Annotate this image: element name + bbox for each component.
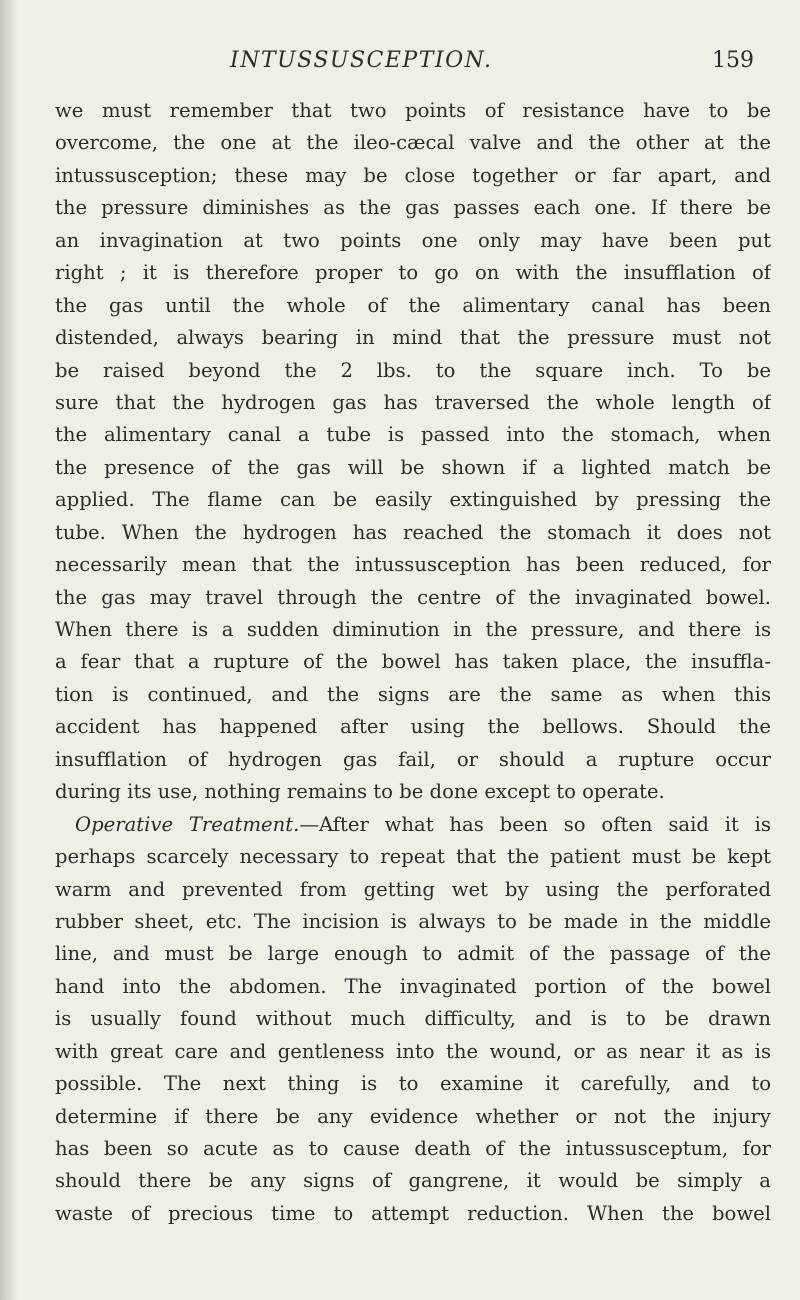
text-line: necessarily mean that the intussusception has been reduced, for [55, 553, 771, 577]
page-number: 159 [712, 48, 754, 73]
text-line: When there is a sudden diminution in the pressure, and there is [55, 618, 771, 641]
text-line: distended, always bearing in mind that the pressure must not [55, 326, 771, 350]
text-line: the presence of the gas will be shown if a lighted match be [55, 455, 771, 479]
text-line: overcome, the one at the ileo-cæcal valve and the other at the [55, 131, 771, 155]
text-line: accident has happened after using the bellows. Should the [55, 715, 771, 739]
section-heading: Operative Treatment. [75, 812, 300, 836]
text-line: be raised beyond the 2 lbs. to the square inch. To be [55, 358, 771, 382]
text-line: right ; it is therefore proper to go on with the insufflation of [55, 261, 771, 285]
text-line: an invagination at two points one only may have been put [55, 228, 771, 252]
body-text [55, 95, 771, 1230]
running-title: INTUSSUSCEPTION. [230, 48, 493, 73]
text-line: applied. The flame can be easily extinguished by pressing the [55, 488, 771, 512]
text-line: determine if there be any evidence whether or not the injury [55, 1104, 771, 1128]
text-line: the gas may travel through the centre of the invaginated bowel. [55, 585, 771, 609]
page-gutter-shadow [0, 0, 18, 1300]
text-line: tion is continued, and the signs are the same as when this [55, 682, 771, 706]
text-line: has been so acute as to cause death of the intussusceptum, for [55, 1137, 771, 1160]
text-line: hand into the abdomen. The invaginated portion of the bowel [55, 974, 771, 998]
running-head [0, 48, 800, 88]
text-line: we must remember that two points of resistance have to be [55, 99, 771, 122]
text-line: rubber sheet, etc. The incision is always to be made in the middle [55, 909, 771, 933]
text-line: a fear that a rupture of the bowel has taken place, the insuffla- [55, 650, 771, 674]
text-line: sure that the hydrogen gas has traversed the whole length of [55, 390, 771, 414]
text-line: the pressure diminishes as the gas passes each one. If there be [55, 196, 771, 220]
text-line: line, and must be large enough to admit of the passage of the [55, 942, 771, 966]
text-line: is usually found without much difficulty, and is to be drawn [55, 1007, 771, 1031]
section-first-line-text: —After what has been so often said it is [299, 812, 771, 836]
text-line: insufflation of hydrogen gas fail, or should a rupture occur [55, 747, 771, 771]
section-first-line [55, 809, 771, 841]
text-line: intussusception; these may be close together or far apart, and [55, 163, 771, 187]
text-line: perhaps scarcely necessary to repeat that the patient must be kept [55, 845, 771, 869]
text-line: the alimentary canal a tube is passed into the stomach, when [55, 423, 771, 447]
text-line: should there be any signs of gangrene, it would be simply a [55, 1169, 771, 1193]
text-line: possible. The next thing is to examine it carefully, and to [55, 1072, 771, 1096]
text-line: with great care and gentleness into the wound, or as near it as is [55, 1039, 771, 1063]
text-line: warm and prevented from getting wet by using the perforated [55, 877, 771, 901]
text-line: during its use, nothing remains to be done except to operate. [55, 780, 665, 804]
text-line: the gas until the whole of the alimentary canal has been [55, 293, 771, 317]
text-line: waste of precious time to attempt reduction. When the bowel [55, 1201, 771, 1225]
text-line: tube. When the hydrogen has reached the stomach it does not [55, 520, 771, 544]
